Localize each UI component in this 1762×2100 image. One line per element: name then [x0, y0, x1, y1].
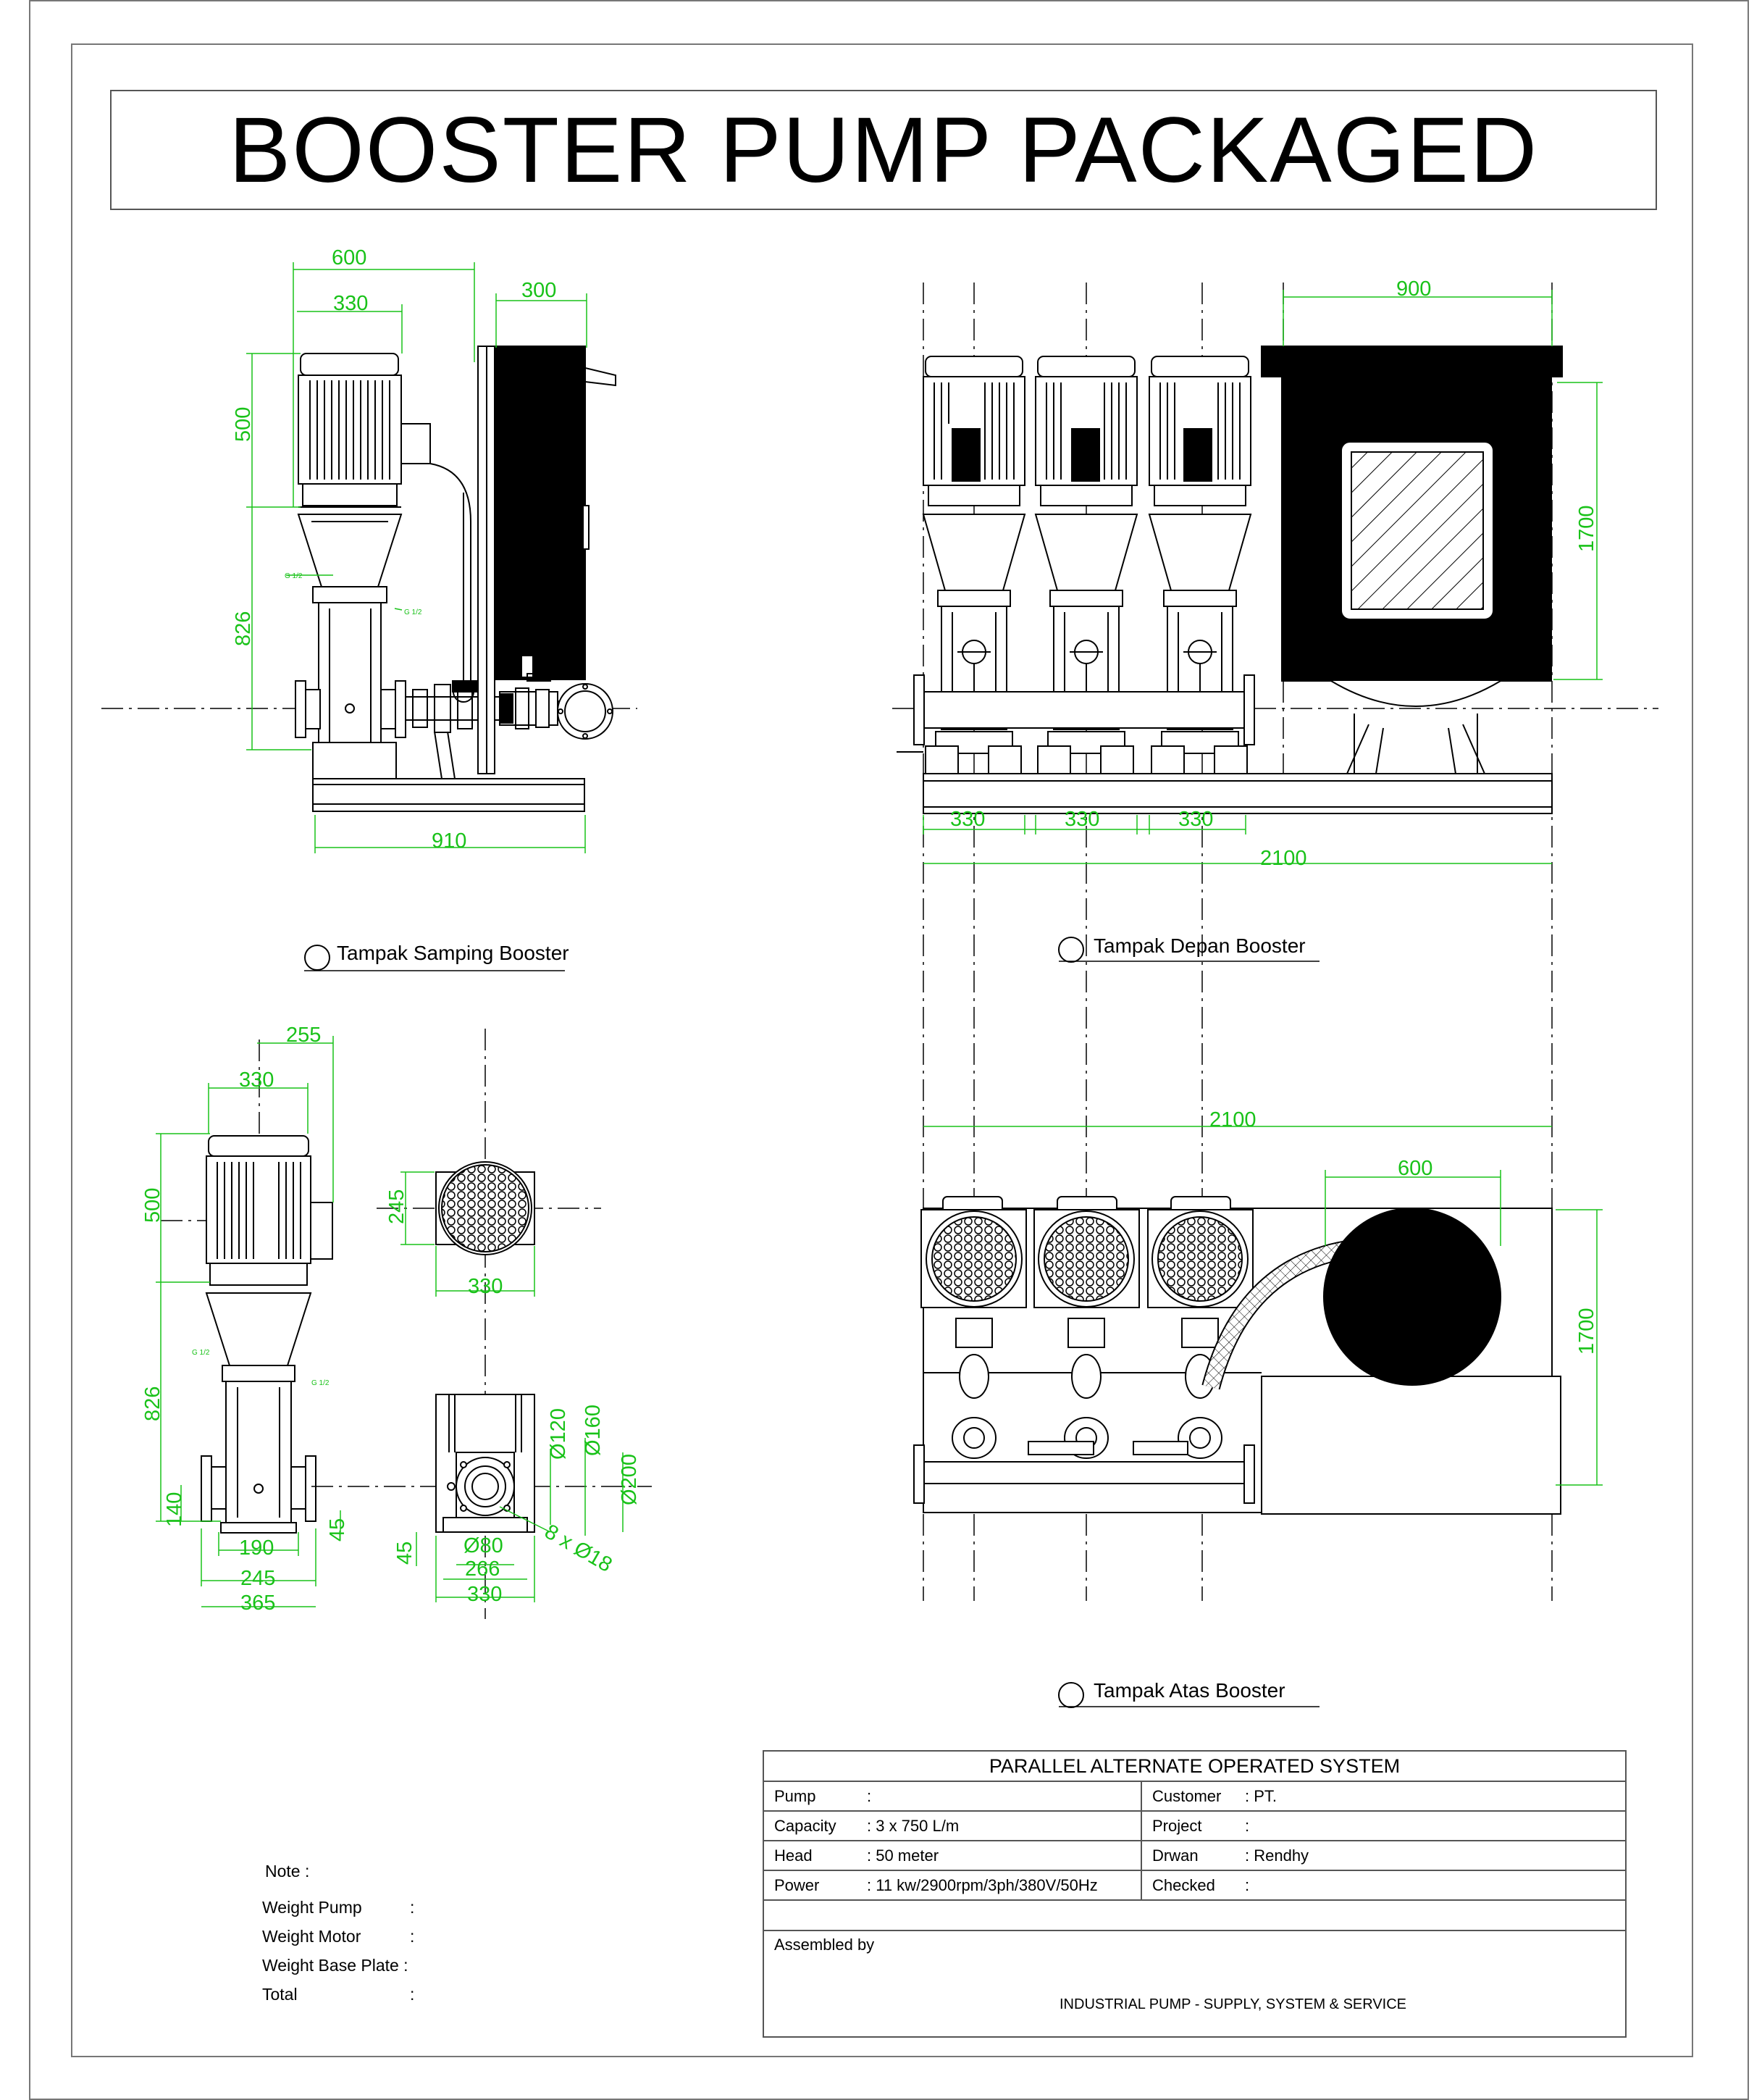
tb-value-pump: : [867, 1786, 872, 1805]
top-view [914, 1197, 1561, 1514]
dim-front-pump-3: 330 [1178, 808, 1214, 831]
tb-label-drawn: Drwan [1152, 1846, 1199, 1865]
title-block-row [764, 1782, 1625, 1812]
detail-plan-view [311, 1029, 652, 1619]
dim-plan-height: 245 [385, 1189, 408, 1224]
notes-heading: Note : [265, 1862, 310, 1881]
note-weight-motor-sep: : [410, 1927, 415, 1946]
dim-front-panel-width: 900 [1396, 277, 1432, 301]
dim-front-overall: 2100 [1260, 847, 1307, 870]
dim-flange-d120: Ø120 [547, 1408, 570, 1460]
dim-front-pump-1: 330 [950, 808, 986, 831]
side-view [101, 346, 637, 811]
page-title: BOOSTER PUMP PACKAGED [228, 98, 1539, 202]
dim-detail-base-h: 45 [326, 1518, 349, 1541]
note-total: Total [262, 1985, 298, 2004]
tb-label-pump: Pump [774, 1786, 816, 1805]
detail-view [161, 1039, 332, 1533]
dim-detail-foot-total: 365 [240, 1591, 276, 1615]
dim-detail-foot-span: 245 [240, 1567, 276, 1590]
tb-label-capacity: Capacity [774, 1816, 836, 1835]
dim-base-330: 330 [467, 1583, 503, 1606]
front-view [897, 346, 1562, 813]
dim-front-panel-height: 1700 [1575, 505, 1598, 552]
dim-plan-width: 330 [468, 1275, 503, 1298]
side-port-label-1: G 1/2 [285, 572, 303, 580]
dim-side-base-length: 910 [432, 829, 467, 853]
note-weight-motor: Weight Motor [262, 1927, 361, 1946]
dim-side-pump-height: 826 [232, 611, 255, 646]
side-port-label-2: G 1/2 [404, 608, 422, 616]
side-view-label [304, 942, 569, 971]
tb-value-customer: : PT. [1245, 1786, 1278, 1805]
note-weight-base-plate: Weight Base Plate : [262, 1956, 408, 1975]
detail-port-label-1: G 1/2 [192, 1349, 210, 1357]
top-view-label [1059, 1679, 1320, 1707]
title-block-row [764, 1871, 1625, 1901]
dim-side-overall-depth: 600 [332, 246, 367, 269]
dim-detail-motor-height: 500 [141, 1187, 164, 1223]
dim-base-45: 45 [393, 1541, 416, 1565]
top-view-title: Tampak Atas Booster [1094, 1679, 1285, 1702]
dim-detail-offset: 255 [286, 1024, 322, 1047]
tb-label-customer: Customer [1152, 1786, 1222, 1805]
tb-value-capacity: : 3 x 750 L/m [867, 1816, 960, 1835]
dim-base-266: 266 [465, 1557, 500, 1581]
dim-detail-pump-height: 826 [141, 1386, 164, 1421]
title-block-spacer [764, 1901, 1625, 1931]
dim-bolt-pattern: 8 x Ø18 [540, 1520, 616, 1577]
note-weight-pump: Weight Pump [262, 1898, 362, 1917]
tb-value-project: : [1245, 1816, 1250, 1835]
note-total-sep: : [410, 1985, 415, 2004]
tb-label-checked: Checked [1152, 1875, 1215, 1894]
side-view-title: Tampak Samping Booster [337, 942, 569, 964]
detail-port-label-2: G 1/2 [311, 1379, 330, 1387]
tb-value-checked: : [1245, 1875, 1250, 1894]
tb-value-drawn: : Rendhy [1245, 1846, 1309, 1865]
dim-detail-motor-width: 330 [239, 1068, 274, 1092]
dim-detail-foot: 190 [239, 1536, 274, 1560]
tb-value-power: : 11 kw/2900rpm/3ph/380V/50Hz [867, 1875, 1098, 1894]
dim-top-tank: 600 [1398, 1157, 1433, 1180]
dim-flange-d200: Ø200 [618, 1454, 641, 1505]
title-block [763, 1750, 1627, 2038]
tb-value-head: : 50 meter [867, 1846, 939, 1865]
dim-detail-inlet-height: 140 [163, 1492, 186, 1527]
title-block-row [764, 1841, 1625, 1871]
dim-base-d80: Ø80 [463, 1534, 503, 1557]
dim-side-motor-height: 500 [232, 406, 255, 442]
title-block-heading: PARALLEL ALTERNATE OPERATED SYSTEM [764, 1752, 1625, 1782]
note-weight-pump-sep: : [410, 1898, 415, 1917]
tb-label-project: Project [1152, 1816, 1202, 1835]
title-block-row [764, 1812, 1625, 1841]
dim-flange-d160: Ø160 [582, 1405, 605, 1456]
dim-side-motor-width: 330 [333, 292, 369, 315]
dim-side-panel-depth: 300 [521, 279, 557, 302]
tb-assembled-by: Assembled by [774, 1936, 875, 1954]
dim-front-pump-2: 330 [1065, 808, 1100, 831]
front-view-title: Tampak Depan Booster [1094, 934, 1306, 957]
tb-label-head: Head [774, 1846, 813, 1865]
front-view-label [1059, 934, 1320, 962]
dim-top-overall: 2100 [1209, 1108, 1257, 1131]
tb-company: INDUSTRIAL PUMP - SUPPLY, SYSTEM & SERVICE [1060, 1996, 1407, 2012]
tb-label-power: Power [774, 1875, 820, 1894]
dim-top-depth: 1700 [1575, 1308, 1598, 1355]
